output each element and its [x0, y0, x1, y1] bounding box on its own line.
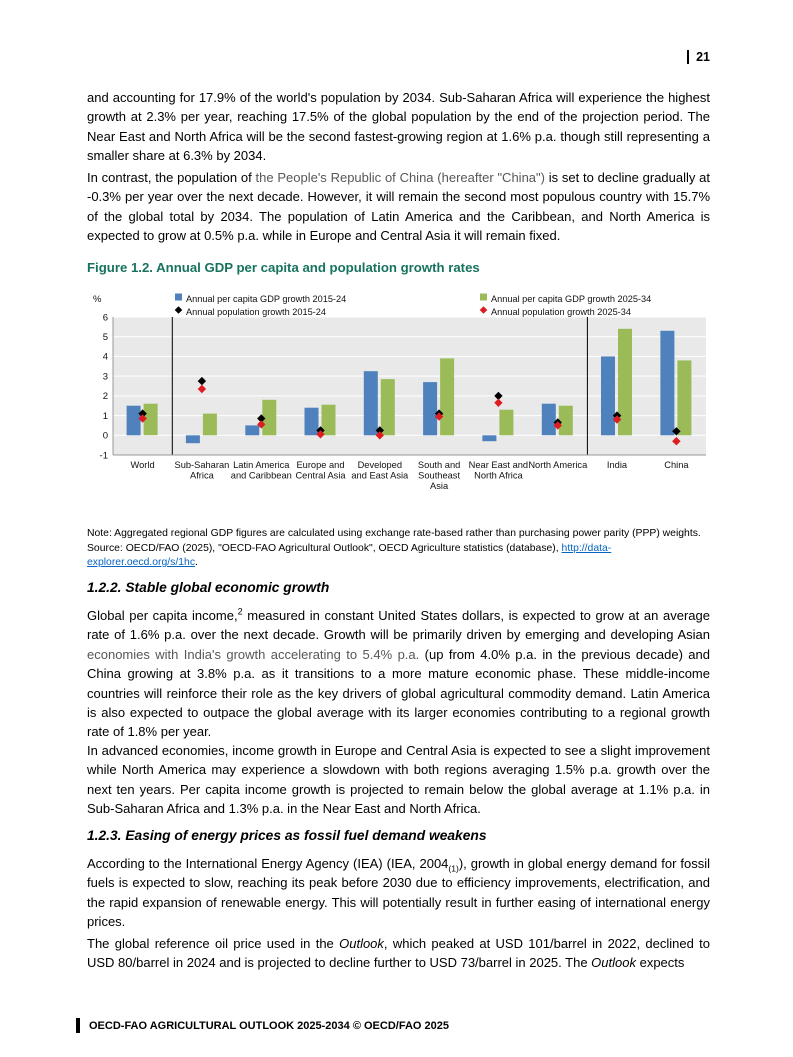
svg-text:5: 5	[102, 332, 108, 344]
text-run-italic: Outlook	[339, 936, 384, 951]
section-heading-1-2-2: 1.2.2. Stable global economic growth	[87, 580, 330, 595]
source-link[interactable]: http://data-explorer.oecd.org/s/1hc	[87, 543, 612, 568]
svg-text:Developed: Developed	[357, 460, 403, 470]
text-run: .	[195, 557, 198, 568]
figure-source	[87, 542, 710, 570]
svg-text:and Caribbean: and Caribbean	[230, 470, 292, 481]
svg-text:Southeast: Southeast	[418, 470, 461, 481]
header-rule	[687, 50, 696, 64]
paragraph-population-growth: and accounting for 17.9% of the world's population by 2034. Sub-Saharan Africa will experience the highest growth at 2.3% per year, reaching 17.5% of the global population by the end of the projection period. The Near East and North Africa will be the second fastest-growing region at 1.6% p.a. though still representing a smaller share at 6.3% by 2034.	[87, 90, 710, 164]
text-run-muted: economies with India's growth accelerating to 5.4% p.a.	[87, 646, 420, 662]
citation-ref-1[interactable]: (1)	[448, 863, 459, 874]
svg-text:6: 6	[102, 312, 108, 324]
figure-note: Note: Aggregated regional GDP figures are calculated using exchange rate-based rather than purchasing power parity (PPP) weights.	[87, 528, 701, 539]
svg-text:Africa: Africa	[190, 470, 214, 481]
footer-text: OECD-FAO AGRICULTURAL OUTLOOK 2025-2034 © OECD/FAO 2025	[89, 1019, 449, 1032]
text-run: is set to decline gradually at -0.3% per year over the next decade. However, it will remain the second most populous country with 15.7% of the global total by 2034. The population of Latin America and the Caribbean, and North America is expected to grow at 0.5% p.a. while in Europe and Central Asia it will remain fixed.	[87, 170, 711, 244]
paragraph-energy-demand	[87, 854, 710, 932]
text-run-muted: the People's Republic of China (hereafter "China")	[255, 170, 545, 185]
svg-text:Annual per capita GDP growth 2: Annual per capita GDP growth 2015-24	[186, 294, 347, 304]
svg-text:3: 3	[102, 371, 108, 383]
gdp-population-chart	[87, 290, 710, 502]
text-run-italic: Outlook	[591, 955, 636, 971]
svg-text:China: China	[664, 460, 689, 470]
svg-text:-1: -1	[99, 450, 108, 462]
page-footer	[76, 1018, 449, 1033]
footer-rule	[76, 1018, 80, 1033]
paragraph-china-population	[87, 168, 710, 246]
text-run: , which peaked at USD 101/barrel in 2022, declined to USD 80/barrel in 2024 and is projected to decline further to USD 73/barrel in 2025. The	[87, 936, 710, 971]
svg-text:0: 0	[102, 430, 108, 442]
paragraph-advanced-economies: In advanced economies, income growth in Europe and Central Asia is expected to see a slight improvement while North America may experience a slowdown with both regions averaging 1.5% p.a. growth over the next ten years. Per capita income growth is projected to remain below the global average at 1.1% p.a. in Sub-Saharan Africa and 1.3% p.a. in the Near East and North Africa.	[87, 743, 710, 817]
text-run: Source: OECD/FAO (2025), "OECD-FAO Agricultural Outlook", OECD Agriculture statistics (database),	[87, 543, 562, 554]
svg-text:%: %	[93, 294, 102, 305]
page-number-header	[687, 50, 710, 64]
page-number: 21	[696, 50, 710, 64]
svg-text:Latin America: Latin America	[233, 460, 290, 470]
svg-text:Near East and: Near East and	[468, 460, 529, 470]
svg-text:Central Asia: Central Asia	[295, 470, 346, 481]
svg-text:Annual population growth 2025-: Annual population growth 2025-34	[491, 307, 631, 317]
text-run: ), growth in global energy demand for fossil fuels is expected to slow, reaching its peak before 2030 due to efficiency improvements, electrification, and the rapid expansion of renewable energy. This will potentially result in further easing of international energy prices.	[87, 856, 710, 930]
svg-text:India: India	[606, 460, 628, 470]
svg-text:2: 2	[102, 391, 108, 403]
paragraph-global-income	[87, 606, 710, 742]
svg-text:4: 4	[102, 351, 108, 363]
svg-text:Asia: Asia	[430, 481, 449, 491]
text-run: The global reference oil price used in the	[87, 936, 340, 951]
text-run: In contrast, the population of	[87, 170, 256, 185]
svg-text:South and: South and	[417, 460, 461, 470]
section-heading-1-2-3: 1.2.3. Easing of energy prices as fossil fuel demand weakens	[87, 828, 487, 843]
text-run: expects	[635, 955, 685, 971]
svg-text:North America: North America	[528, 460, 588, 470]
text-run: measured in constant United States dollars, is expected to grow at an average rate of 1.6% p.a. over the next decade. Growth will be primarily driven by emerging and developing Asian	[87, 608, 710, 643]
paragraph-oil-price	[87, 934, 710, 973]
text-run: (up from 4.0% p.a. in the previous decade) and China growing at 3.8% p.a. as it transitions to a more mature economic phase. These middle-income countries will reinforce their role as the key drivers of global agricultural commodity demand. Latin America is also expected to outpace the global average with its larger economies contributing to a regional growth rate of 1.8% per year.	[87, 646, 710, 740]
svg-text:1: 1	[102, 410, 108, 422]
svg-text:Annual population growth 2015-: Annual population growth 2015-24	[186, 307, 326, 317]
footnote-ref-2[interactable]: 2	[237, 606, 243, 617]
svg-text:Annual per capita GDP growth 2: Annual per capita GDP growth 2025-34	[491, 294, 652, 304]
figure-title: Figure 1.2. Annual GDP per capita and population growth rates	[87, 260, 480, 275]
text-run: Global per capita income,	[87, 608, 238, 623]
svg-text:World: World	[130, 460, 155, 470]
svg-text:Sub-Saharan: Sub-Saharan	[174, 460, 230, 470]
svg-text:North Africa: North Africa	[474, 470, 523, 481]
text-run: According to the International Energy Agency (IEA) (IEA, 2004	[87, 856, 449, 871]
svg-text:Europe and: Europe and	[296, 460, 345, 470]
svg-text:and East Asia: and East Asia	[351, 470, 409, 481]
